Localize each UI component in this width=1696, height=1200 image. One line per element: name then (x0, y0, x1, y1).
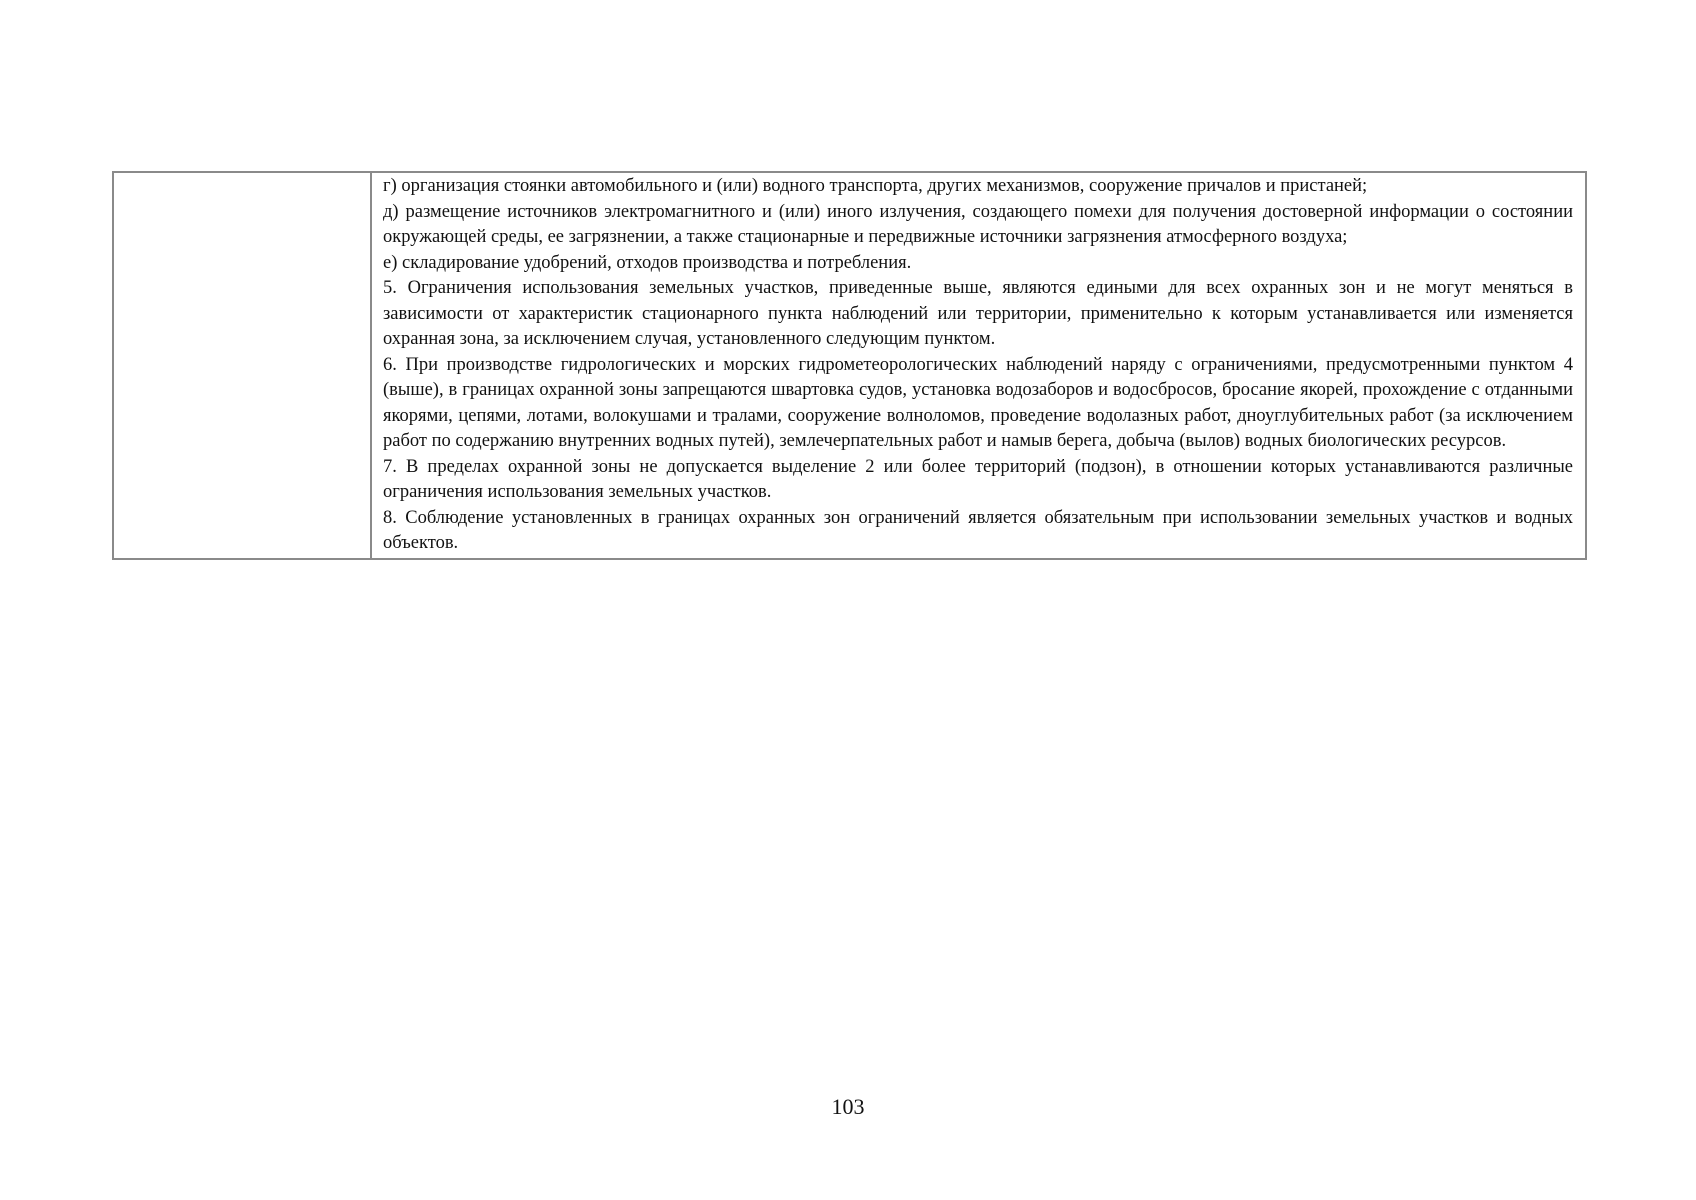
paragraph-7: 7. В пределах охранной зоны не допускается выделение 2 или более территорий (подзон), в отношении которых устанавливаются различные ограничения использования земельных участков. (383, 456, 1573, 502)
paragraph-8: 8. Соблюдение установленных в границах охранных зон ограничений является обязательным при использовании земельных участков и водных объектов. (383, 507, 1573, 553)
page-number: 103 (831, 1094, 865, 1119)
table-cell-text (371, 172, 1586, 559)
paragraph-6: 6. При производстве гидрологических и морских гидрометеорологических наблюдений наряду с ограничениями, предусмотренными пунктом 4 (выше), в границах охранной зоны запрещаются швартовка судов, установка водозаборов и водосбросов, бросание якорей, прохождение с отданными якорями, цепями, лотами, волокушами и тралами, сооружение волноломов, проведение водолазных работ, дноуглубительных работ (за исключением работ по содержанию внутренних водных путей), землечерпательных работ и намыв берега, добыча (вылов) водных биологических ресурсов. (383, 354, 1573, 451)
table-cell-left (113, 172, 371, 559)
paragraph-e: е) складирование удобрений, отходов производства и потребления. (383, 252, 912, 273)
restrictions-table (112, 171, 1587, 560)
table-row (113, 172, 1586, 559)
paragraph-5: 5. Ограничения использования земельных участков, приведенные выше, являются едиными для всех охранных зон и не могут меняться в зависимости от характеристик стационарного пункта наблюдений или территории, применительно к которым устанавливается или изменяется охранная зона, за исключением случая, установленного следующим пунктом. (383, 278, 1573, 349)
paragraph-d: д) размещение источников электромагнитного и (или) иного излучения, создающего помехи для получения достоверной информации о состоянии окружающей среды, ее загрязнении, а также стационарные и передвижные источники загрязнения атмосферного воздуха; (383, 201, 1573, 247)
paragraph-g: г) организация стоянки автомобильного и (или) водного транспорта, других механизмов, сооружение причалов и пристаней; (383, 176, 1368, 196)
